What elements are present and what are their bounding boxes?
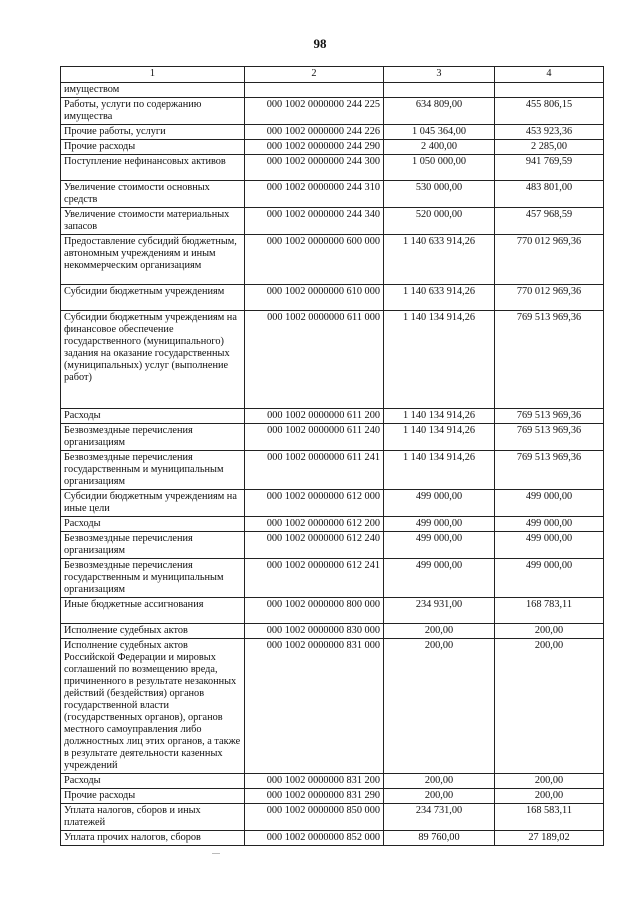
table-row (61, 789, 604, 804)
row-name-cell: Исполнение судебных актов Российской Федерации и мировых соглашений по возмещению вреда, причиненного в результате незаконных действий (бездействия) органов государственной власти (государственных органов), органов местного самоуправления либо должностных лиц этих органов, а также в результате деятельности казенных учреждений (61, 639, 245, 774)
table-row (61, 624, 604, 639)
table-row (61, 83, 604, 98)
row-plan-cell: 200,00 (384, 639, 495, 774)
row-plan-cell: 1 140 134 914,26 (384, 311, 495, 409)
table-row (61, 155, 604, 181)
row-actual-cell: 168 583,11 (495, 804, 604, 831)
row-name-cell: Прочие работы, услуги (61, 125, 245, 140)
row-name-cell: Безвозмездные перечисления организациям (61, 424, 245, 451)
row-code-cell: 000 1002 0000000 244 340 (245, 208, 384, 235)
row-code-cell: 000 1002 0000000 611 200 (245, 409, 384, 424)
row-name-cell: Уплата прочих налогов, сборов (61, 831, 245, 846)
row-plan-cell: 200,00 (384, 624, 495, 639)
row-code-cell: 000 1002 0000000 850 000 (245, 804, 384, 831)
row-actual-cell: 769 513 969,36 (495, 451, 604, 490)
row-plan-cell: 499 000,00 (384, 517, 495, 532)
row-plan-cell: 200,00 (384, 789, 495, 804)
row-actual-cell (495, 83, 604, 98)
row-plan-cell (384, 83, 495, 98)
table-row (61, 598, 604, 624)
row-actual-cell: 453 923,36 (495, 125, 604, 140)
page-number: 98 (313, 36, 327, 51)
row-name-cell: Безвозмездные перечисления государственным и муниципальным организациям (61, 559, 245, 598)
scan-mark (212, 853, 220, 854)
table-row (61, 804, 604, 831)
row-plan-cell: 499 000,00 (384, 559, 495, 598)
row-code-cell: 000 1002 0000000 612 241 (245, 559, 384, 598)
row-plan-cell: 1 140 134 914,26 (384, 451, 495, 490)
row-code-cell: 000 1002 0000000 831 200 (245, 774, 384, 789)
row-name-cell: Расходы (61, 517, 245, 532)
row-actual-cell: 769 513 969,36 (495, 409, 604, 424)
table-row (61, 311, 604, 409)
row-name-cell: Уплата налогов, сборов и иных платежей (61, 804, 245, 831)
row-plan-cell: 1 140 134 914,26 (384, 424, 495, 451)
row-plan-cell: 499 000,00 (384, 490, 495, 517)
row-name-cell: Предоставление субсидий бюджетным, автономным учреждениям и иным некоммерческим организациям (61, 235, 245, 285)
row-name-cell: Субсидии бюджетным учреждениям на иные цели (61, 490, 245, 517)
table-row (61, 235, 604, 285)
table-row (61, 517, 604, 532)
row-plan-cell: 530 000,00 (384, 181, 495, 208)
row-name-cell: Иные бюджетные ассигнования (61, 598, 245, 624)
row-actual-cell: 200,00 (495, 624, 604, 639)
row-actual-cell: 457 968,59 (495, 208, 604, 235)
row-code-cell: 000 1002 0000000 830 000 (245, 624, 384, 639)
row-code-cell: 000 1002 0000000 244 290 (245, 140, 384, 155)
row-name-cell: Субсидии бюджетным учреждениям (61, 285, 245, 311)
table-row (61, 285, 604, 311)
row-plan-cell: 499 000,00 (384, 532, 495, 559)
row-code-cell: 000 1002 0000000 612 200 (245, 517, 384, 532)
row-name-cell: имуществом (61, 83, 245, 98)
row-plan-cell: 634 809,00 (384, 98, 495, 125)
table-row (61, 490, 604, 517)
row-code-cell: 000 1002 0000000 244 225 (245, 98, 384, 125)
row-code-cell: 000 1002 0000000 612 240 (245, 532, 384, 559)
row-actual-cell: 769 513 969,36 (495, 424, 604, 451)
row-name-cell: Субсидии бюджетным учреждениям на финансовое обеспечение государственного (муниципального) задания на оказание государственных (муниципальных) услуг (выполнение работ) (61, 311, 245, 409)
row-plan-cell: 200,00 (384, 774, 495, 789)
table-row (61, 140, 604, 155)
row-name-cell: Безвозмездные перечисления организациям (61, 532, 245, 559)
row-actual-cell: 168 783,11 (495, 598, 604, 624)
row-plan-cell: 234 931,00 (384, 598, 495, 624)
row-plan-cell: 89 760,00 (384, 831, 495, 846)
row-plan-cell: 234 731,00 (384, 804, 495, 831)
row-actual-cell: 941 769,59 (495, 155, 604, 181)
row-plan-cell: 520 000,00 (384, 208, 495, 235)
row-actual-cell: 200,00 (495, 639, 604, 774)
row-name-cell: Работы, услуги по содержанию имущества (61, 98, 245, 125)
table-row (61, 125, 604, 140)
table-row (61, 208, 604, 235)
row-name-cell: Поступление нефинансовых активов (61, 155, 245, 181)
column-header-2: 2 (245, 67, 384, 83)
row-plan-cell: 1 045 364,00 (384, 125, 495, 140)
row-actual-cell: 769 513 969,36 (495, 311, 604, 409)
table-row (61, 774, 604, 789)
row-plan-cell: 2 400,00 (384, 140, 495, 155)
row-name-cell: Прочие расходы (61, 789, 245, 804)
row-code-cell: 000 1002 0000000 800 000 (245, 598, 384, 624)
row-plan-cell: 1 140 633 914,26 (384, 235, 495, 285)
row-code-cell: 000 1002 0000000 244 300 (245, 155, 384, 181)
row-actual-cell: 499 000,00 (495, 532, 604, 559)
row-name-cell: Увеличение стоимости материальных запасов (61, 208, 245, 235)
table-row (61, 831, 604, 846)
row-name-cell: Увеличение стоимости основных средств (61, 181, 245, 208)
row-actual-cell: 499 000,00 (495, 559, 604, 598)
row-actual-cell: 770 012 969,36 (495, 285, 604, 311)
row-actual-cell: 455 806,15 (495, 98, 604, 125)
row-actual-cell: 200,00 (495, 789, 604, 804)
table-row (61, 532, 604, 559)
row-plan-cell: 1 140 134 914,26 (384, 409, 495, 424)
row-code-cell: 000 1002 0000000 244 226 (245, 125, 384, 140)
row-code-cell: 000 1002 0000000 831 000 (245, 639, 384, 774)
row-code-cell: 000 1002 0000000 611 240 (245, 424, 384, 451)
table-row (61, 424, 604, 451)
row-code-cell: 000 1002 0000000 612 000 (245, 490, 384, 517)
table-row (61, 559, 604, 598)
column-header-3: 3 (384, 67, 495, 83)
row-code-cell: 000 1002 0000000 611 241 (245, 451, 384, 490)
column-header-4: 4 (495, 67, 604, 83)
row-name-cell: Прочие расходы (61, 140, 245, 155)
row-actual-cell: 27 189,02 (495, 831, 604, 846)
row-code-cell: 000 1002 0000000 610 000 (245, 285, 384, 311)
row-name-cell: Расходы (61, 409, 245, 424)
row-name-cell: Расходы (61, 774, 245, 789)
table-row (61, 451, 604, 490)
table-row (61, 98, 604, 125)
row-actual-cell: 200,00 (495, 774, 604, 789)
table-row (61, 639, 604, 774)
row-code-cell: 000 1002 0000000 600 000 (245, 235, 384, 285)
row-name-cell: Исполнение судебных актов (61, 624, 245, 639)
row-plan-cell: 1 140 633 914,26 (384, 285, 495, 311)
row-actual-cell: 770 012 969,36 (495, 235, 604, 285)
row-code-cell: 000 1002 0000000 611 000 (245, 311, 384, 409)
row-plan-cell: 1 050 000,00 (384, 155, 495, 181)
column-header-1: 1 (61, 67, 245, 83)
row-code-cell: 000 1002 0000000 852 000 (245, 831, 384, 846)
row-name-cell: Безвозмездные перечисления государственным и муниципальным организациям (61, 451, 245, 490)
table-row (61, 181, 604, 208)
table-row (61, 409, 604, 424)
row-code-cell: 000 1002 0000000 831 290 (245, 789, 384, 804)
row-code-cell: 000 1002 0000000 244 310 (245, 181, 384, 208)
row-code-cell (245, 83, 384, 98)
row-actual-cell: 499 000,00 (495, 517, 604, 532)
row-actual-cell: 2 285,00 (495, 140, 604, 155)
header-row (61, 67, 604, 83)
budget-table (60, 66, 604, 846)
row-actual-cell: 483 801,00 (495, 181, 604, 208)
row-actual-cell: 499 000,00 (495, 490, 604, 517)
